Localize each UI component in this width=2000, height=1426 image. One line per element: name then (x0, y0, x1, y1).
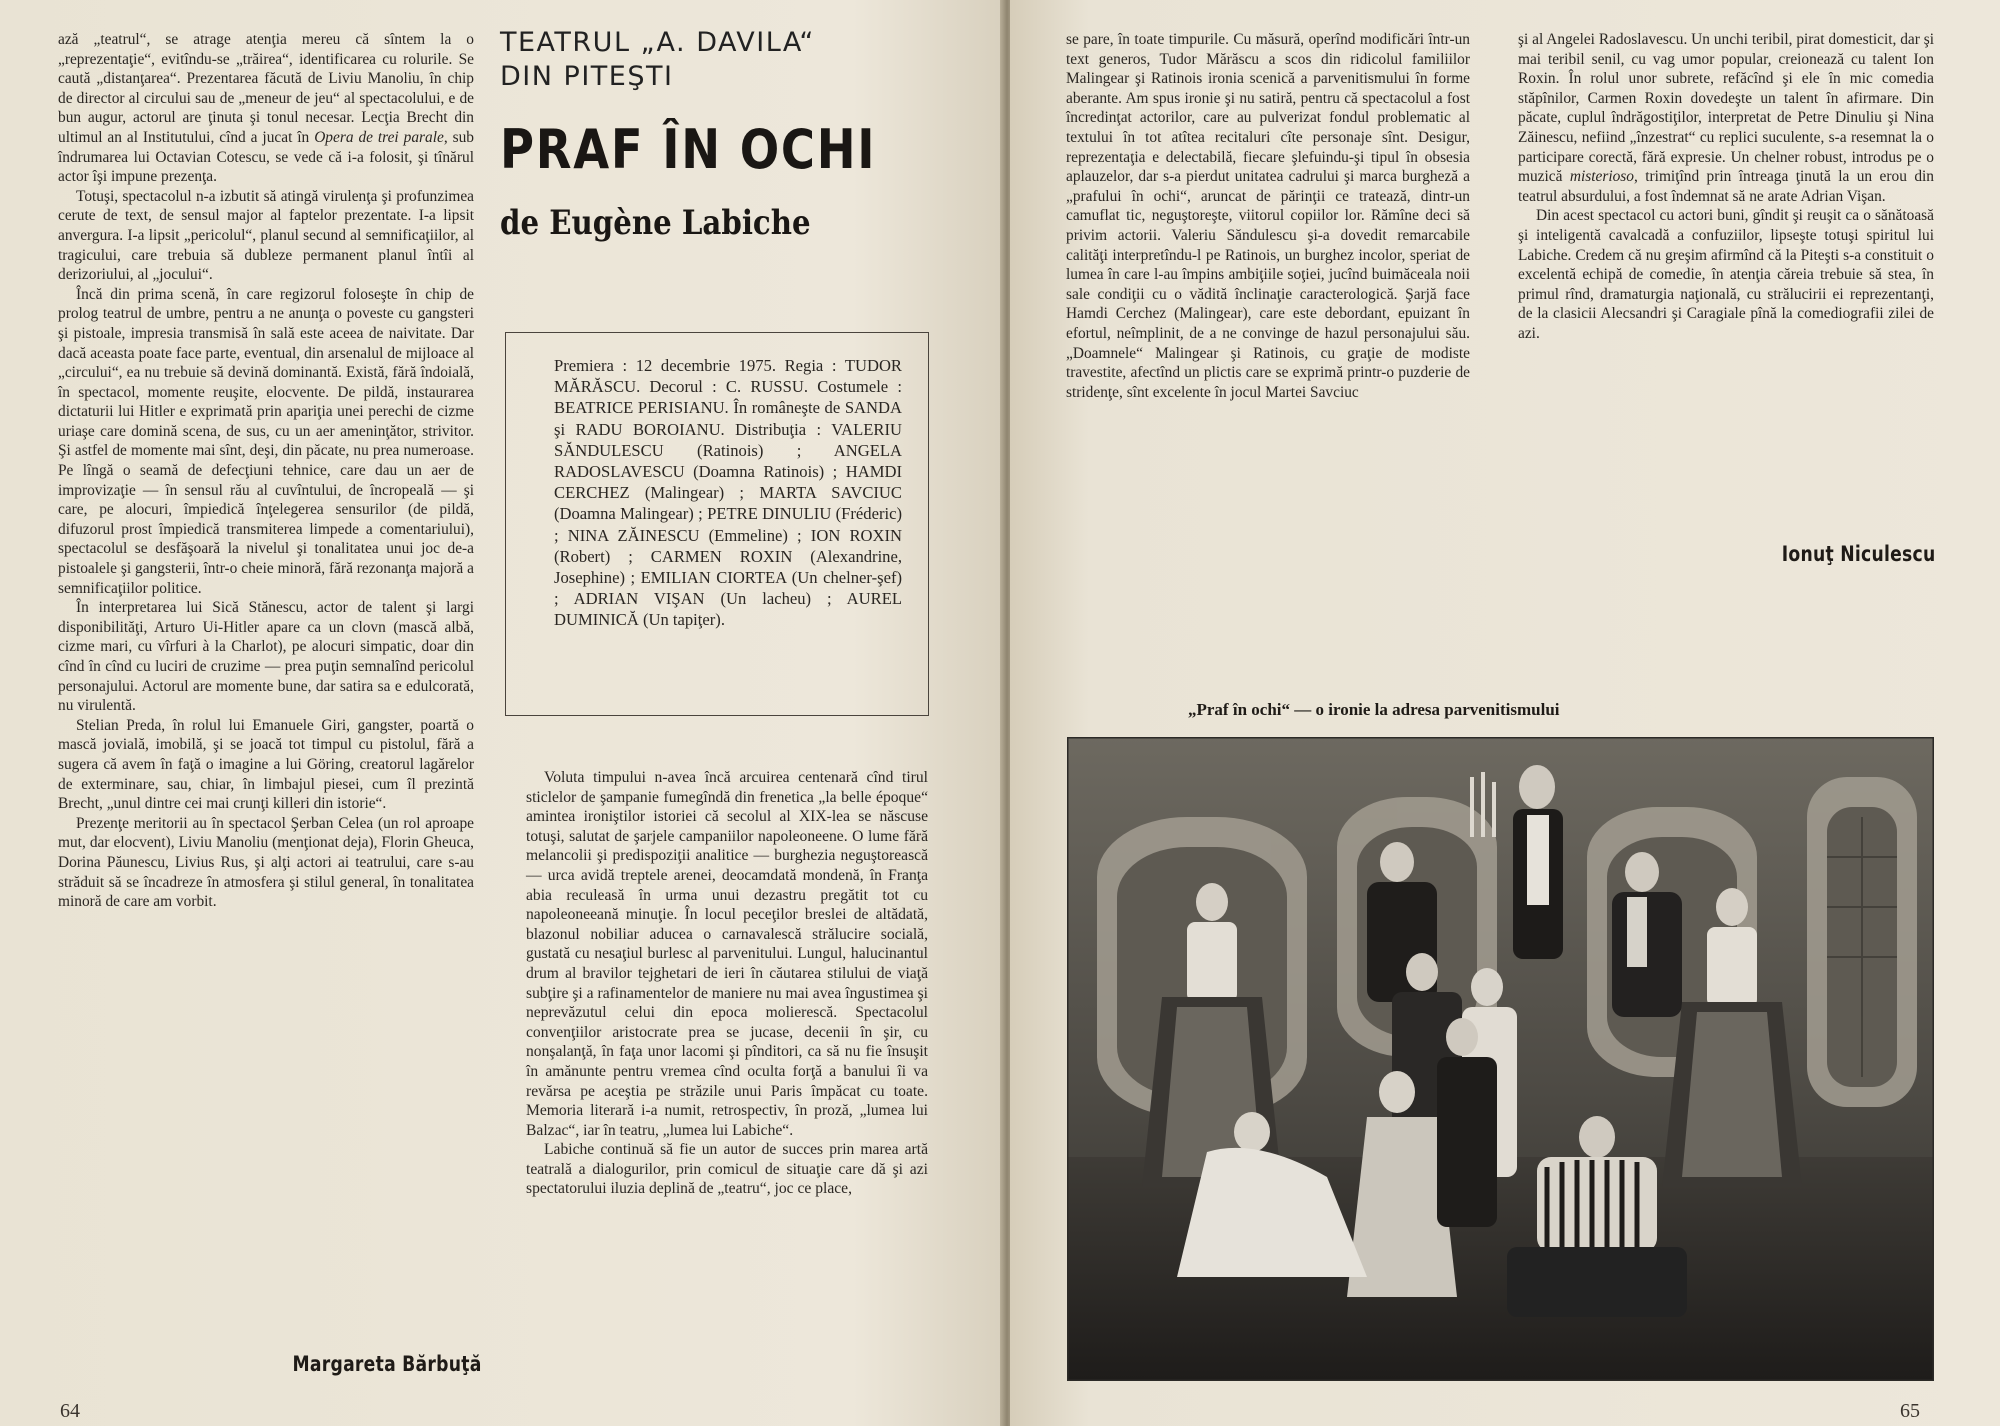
production-credits-box (505, 332, 929, 716)
play-title-italic: Opera de trei parale (314, 128, 444, 146)
theatre-kicker (500, 26, 820, 94)
paragraph-text: , sub îndrumarea lui Octavian Cotescu, se vede că i-a folosit, şi tînărul actor îşi impune prezenţa. (58, 128, 474, 186)
author-signature: Margareta Bărbuţă (292, 1352, 482, 1376)
paragraph-text: , trimiţînd prin întreaga ţinută la un erou din teatrul absurdului, a fost îndemnat să ne arate Adrian Vişan. (1518, 168, 1934, 205)
paragraph (1518, 30, 1934, 206)
stage-photo-illustration (1067, 737, 1934, 1381)
paragraph: Voluta timpului n-avea încă arcuirea centenară cînd tirul sticlelor de şampanie fumegîndă din frenetica „la belle époque“ amintea ironiştilor istoriei că secolul al XIX-lea se născuse totuşi, salutat de şarjele campaniilor napoleoneene. O lume fără melancolii şi predispoziţii analitice — burghezia neguştorească — urca avidă treptele arenei, deocamdată mondenă, în Franţa abia reculeasă în urma unui dezastru pregătit tot cu napoleoneeană minuţie. În locul peceţilor breslei de altădată, blazonul nobiliar aducea o carnavalescă strălucire socială, gustată cu nesaţiul burlesc al parvenitului. Lungul, halucinantul drum al bravilor tejghetari de ieri în căutarea stilului de viaţă subţire şi a rafinamentelor de maniere nu mai avea îngustimea şi neprevăzutul celui din epoca molierescă. Spectacolul convenţiilor aristocrate prea se jucase, decenii în şir, cu nonşalanţă, în faţa unor lacomi şi pînditori, ca să nu fie însuşit în amănunte pentru vremea cînd oculta forţă a banului îi va revărsa pe aceştia pe străzile unui Paris împăcat cu toate. Memoria literară i-a numit, retrospectiv, în proză, „lumea lui Balzac“, iar în teatru, „lumea lui Labiche“. (526, 769, 928, 1139)
play-author-byline: de Eugène Labiche (500, 203, 811, 243)
paragraph: se pare, în toate timpurile. Cu măsură, operînd modificări într-un text generos, Tudor Mărăscu a scos din ridicolul familiilor Malingear şi Ratinois ironia scenică a parvenitismului în forme aberante. Am spus ironie şi nu satiră, pentru că spectacolul a fost încredinţat actorilor, care au pulverizat fondul problematic al textului în tot atîtea recitaluri cîte personaje sînt. Desigur, reprezentaţia e delectabilă, fiecare şlefuindu-şi tipul în obsesia aplauzelor, dar s-a pierdut unitatea cadrului şi marca burgheză a „prafului în ochi“, aruncat de părinţii ce tratează, dintr-un camuflat tic, neguştoreşte, viitorul copiilor lor. Rămîne deci să privim actorii. Valeriu Săndulescu şi-a dovedit remarcabile calităţi interpretîndu-l pe Ratinois, un burghez incolor, speriat de lumea în care l-au împins ambiţiile soţiei, jucînd buimăceala noii sale condiţii cu o vădită înclinaţie caracterologică. Şarjă face Hamdi Cerchez (Malingear), care este debordant, epuizant în efortul, neîmplinit, de a ne convinge de hazul personajului său. „Doamnele“ Malingear şi Ratinois, cu graţie de modiste travestite, afectînd un plictis care se exprimă printr-o puzderie de stridenţe, sînt excelente în jocul Martei Savciuc (1066, 31, 1470, 401)
review-column-2 (526, 768, 928, 1199)
kicker-line: TEATRUL „A. DAVILA“ (500, 27, 815, 58)
review-column-3 (1066, 30, 1470, 402)
paragraph: În interpretarea lui Sică Stănescu, actor de talent şi largi disponibilităţi, Arturo Ui-Hitler apare ca un clovn (mască albă, cizme mari, cu vîrfuri à la Charlot), pe alocuri simpatic, doar din cînd în cînd cu luciri de cruzime — prea puţin semnalînd pericolul personajului. Actorul are momente bune, dar satira sa e edulcorată, nu virulentă. (58, 599, 474, 715)
paragraph: Prezenţe meritorii au în spectacol Şerban Celea (un rol aproape mut, dar elocvent), Liviu Manoliu (menţionat deja), Florin Gheuca, Dorina Păunescu, Livius Rus, şi alţi actori ai teatrului, care s-au străduit să se încadreze în atmosfera şi stilul general, în tonalitatea minoră de care am vorbit. (58, 814, 474, 911)
music-term-italic: misterioso (1569, 168, 1634, 186)
page-number: 65 (1900, 1400, 1920, 1422)
review-column-4 (1518, 30, 1934, 344)
stage-photo (1067, 737, 1934, 1381)
photo-caption: „Praf în ochi“ — o ironie la adresa parvenitismului (1188, 700, 1560, 719)
kicker-line: DIN PITEŞTI (500, 61, 674, 92)
paragraph-text: şi al Angelei Radoslavescu. Un unchi teribil, pirat domesticit, dar şi mai teribil senil, cu vag umor popular, creionează cu talent Ion Roxin. În rolul unor subrete, refăcînd şi ele în mic comedia stăpînilor, Carmen Roxin dovedeşte un talent în afirmare. Din păcate, cuplul îndrăgostiţilor, interpretat de Petre Dinuliu şi Nina Zăinescu, nefiind „înzestrat“ cu replici suculente, s-a resemnat la o participare corectă, fără expresie. Un chelner robust, introdus pe o muzică (1518, 31, 1934, 186)
paragraph: Stelian Preda, în rolul lui Emanuele Giri, gangster, poartă o mască jovială, imobilă, şi se joacă tot timpul cu pistolul, fără a sugera că avem în faţă o imagine a lui Göring, creatorul lagărelor de exterminare, sau, chiar, în limbajul piesei, cum îl prezintă Brecht, „unul dintre cei mai crunţi killeri din istorie“. (58, 716, 474, 813)
credits-text: Premiera : 12 decembrie 1975. Regia : TUDOR MĂRĂSCU. Decorul : C. RUSSU. Costumele : BEATRICE PERISIANU. În româneşte de SANDA şi RADU BOROIANU. Distribuţia : VALERIU SĂNDULESCU (Ratinois) ; ANGELA RADOSLAVESCU (Doamna Ratinois) ; HAMDI CERCHEZ (Malingear) ; MARTA SAVCIUC (Doamna Malingear) ; PETRE DINULIU (Fréderic) ; NINA ZĂINESCU (Emmeline) ; ION ROXIN (Robert) ; CARMEN ROXIN (Alexandrine, Josephine) ; EMILIAN CIORTEA (Un chelner-şef) ; ADRIAN VIŞAN (Un lacheu) ; AUREL DUMINICĂ (Un tapiţer). (554, 356, 902, 630)
paragraph-text: ază „teatrul“, se atrage atenţia mereu că sîntem la o „reprezentaţie“, evitîndu-se „trăirea“, identificarea cu rolurile. Se caută „distanţarea“. Prezentarea făcută de Liviu Manoliu, în chip de director al circului sau de „meneur de jeu“ al spectacolului, e de bun augur, actorul are ţinuta şi tonul necesar. Lecţia Brecht din ultimul an al Institutului, cînd a jucat în (58, 31, 474, 146)
paragraph (58, 30, 474, 187)
paragraph: Totuşi, spectacolul n-a izbutit să atingă virulenţa şi profunzimea cerute de text, de sensul major al faptelor prezentate. I-a lipsit anvergura. I-a lipsit „pericolul“, planul secund al semnificaţiilor, al tragicului, care trebuia să dubleze permanent planul întîi al derizoriului, al „jocului“. (58, 187, 474, 284)
paragraph: Labiche continuă să fie un autor de succes prin marea artă teatrală a dialogurilor, prin comicul de situaţie care dă şi azi spectatorului iluzia deplină de „teatru“, joc ce place, (526, 1141, 928, 1198)
author-signature: Ionuţ Niculescu (1782, 542, 1936, 566)
paragraph: Încă din prima scenă, în care regizorul foloseşte în chip de prolog teatrul de umbre, pentru a ne anunţa o poveste cu gangsteri şi pistoale, impresia transmisă în sală este aceea de naivitate. Dar dacă aceasta poate face parte, eventual, din arsenalul de mijloace al „circului“, ea nu trebuie să devină dominantă. Există, fără îndoială, în spectacol, momente reuşite, elocvente. De pildă, instaurarea dictaturii lui Hitler e exprimată prin apariţia unei perechi de cizme uriaşe care domină scena, de sus, cu un aer ameninţător, strivitor. Şi astfel de momente mai sînt, deşi, din păcate, nu prea numeroase. Pe lîngă o seamă de defecţiuni tehnice, care dau un aer de improvizaţie — în sensul rău al cuvîntului, de încropeală — şi care, pe alocuri, împiedică înţelegerea sensurilor (de pildă, difuzorul prost împiedică transmiterea limpede a comentariului), spectacolul se desfăşoară la nivelul şi tonalitatea unui joc de-a pistoalele şi gangsterii, într-o cheie minoră, fără rezonanţa majoră a semnificaţiilor politice. (58, 285, 474, 597)
article-title: PRAF ÎN OCHI (500, 118, 877, 181)
page-number: 64 (60, 1400, 80, 1422)
review-column-1 (58, 30, 474, 912)
paragraph: Din acest spectacol cu actori buni, gîndit şi reuşit ca o sănătoasă şi inteligentă cavalcadă a confuziilor, lipseşte totuşi spiritul lui Labiche. Credem că nu greşim afirmînd că la Piteşti s-a constituit o excelentă echipă de comedie, în atenţia căreia trebuie să stea, în primul rînd, dramaturgia naţională, cu strălucirii ei reprezentanţi, de la clasicii Alecsandri şi Caragiale pînă la comediografii zilei de azi. (1518, 207, 1934, 342)
